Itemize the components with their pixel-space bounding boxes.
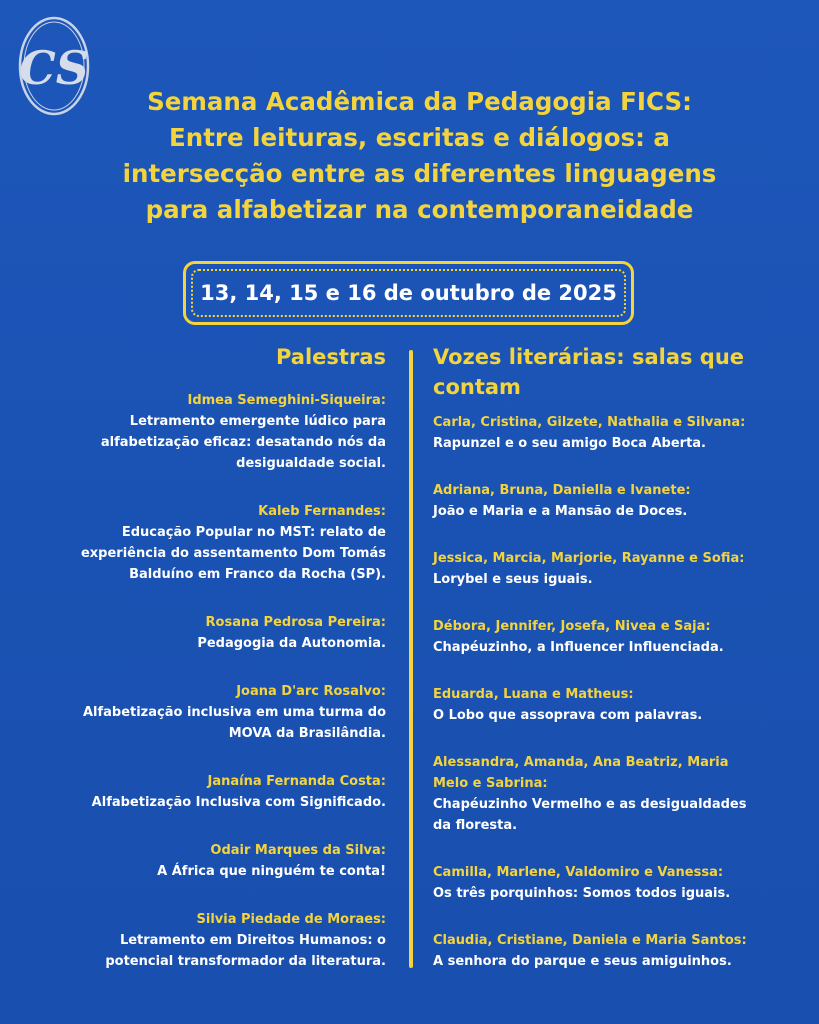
- talk-title-line: Educação Popular no MST: relato de: [121, 525, 386, 540]
- column-divider: [409, 350, 413, 968]
- talk-title-line: Alfabetização Inclusiva com Significado.: [91, 795, 386, 810]
- title-line: Entre leituras, escritas e diálogos: a: [169, 123, 670, 152]
- title-line: para alfabetizar na contemporaneidade: [145, 195, 694, 224]
- room-story: A senhora do parque e seus amiguinhos.: [433, 954, 732, 969]
- talk-speaker: Odair Marques da Silva:: [210, 843, 386, 858]
- talk-title-line: potencial transformador da literatura.: [105, 954, 386, 969]
- talk-speaker: Rosana Pedrosa Pereira:: [205, 615, 386, 630]
- talk-item: [40, 501, 386, 585]
- page-title: [60, 84, 779, 228]
- talk-title-line: alfabetização eficaz: desatando nós da: [100, 435, 386, 450]
- room-story: Chapéuzinho, a Influencer Influenciada.: [433, 640, 724, 655]
- talk-title-line: desigualdade social.: [236, 456, 386, 471]
- room-story: Lorybel e seus iguais.: [433, 572, 593, 587]
- room-names: Carla, Cristina, Gilzete, Nathalia e Silvana:: [433, 415, 746, 430]
- vozes-heading-line: Vozes literárias: salas que: [433, 345, 745, 369]
- room-names: Débora, Jennifer, Josefa, Nivea e Saja:: [433, 619, 711, 634]
- room-names: Adriana, Bruna, Daniella e Ivanete:: [433, 483, 691, 498]
- room-names: Alessandra, Amanda, Ana Beatriz, Maria: [433, 755, 729, 770]
- room-item: [433, 752, 793, 836]
- vozes-heading-line: contam: [433, 375, 521, 399]
- talk-item: [40, 909, 386, 972]
- talk-title-line: Balduíno em Franco da Rocha (SP).: [129, 567, 386, 582]
- talk-speaker: Joana D'arc Rosalvo:: [236, 684, 386, 699]
- room-names: Jessica, Marcia, Marjorie, Rayanne e Sofia:: [433, 551, 745, 566]
- room-story: da floresta.: [433, 818, 518, 833]
- room-item: [433, 548, 793, 590]
- talk-title-line: Letramento em Direitos Humanos: o: [119, 933, 386, 948]
- room-story: Chapéuzinho Vermelho e as desigualdades: [433, 797, 747, 812]
- room-names: Melo e Sabrina:: [433, 776, 548, 791]
- title-line: intersecção entre as diferentes linguagens: [122, 159, 717, 188]
- vozes-heading: [433, 342, 793, 402]
- room-names: Claudia, Cristiane, Daniela e Maria Santos:: [433, 933, 747, 948]
- room-names: Camilla, Marlene, Valdomiro e Vanessa:: [433, 865, 724, 880]
- room-item: [433, 412, 793, 454]
- talk-item: [40, 612, 386, 654]
- title-line: Semana Acadêmica da Pedagogia FICS:: [147, 87, 692, 116]
- date-box: [183, 261, 634, 325]
- room-item: [433, 616, 793, 658]
- room-item: [433, 862, 793, 904]
- talk-item: [40, 681, 386, 744]
- talk-item: [40, 840, 386, 882]
- talk-title-line: Letramento emergente lúdico para: [129, 414, 386, 429]
- talk-item: [40, 771, 386, 813]
- room-item: [433, 684, 793, 726]
- talk-title-line: A África que ninguém te conta!: [157, 864, 386, 879]
- talk-title-line: Pedagogia da Autonomia.: [197, 636, 386, 651]
- room-story: Rapunzel e o seu amigo Boca Aberta.: [433, 436, 706, 451]
- talk-speaker: Idmea Semeghini-Siqueira:: [187, 393, 386, 408]
- talk-speaker: Kaleb Fernandes:: [258, 504, 386, 519]
- room-item: [433, 930, 793, 972]
- logo-text: CS: [19, 41, 89, 95]
- talk-speaker: Silvia Piedade de Moraes:: [196, 912, 386, 927]
- room-story: O Lobo que assoprava com palavras.: [433, 708, 703, 723]
- event-date: 13, 14, 15 e 16 de outubro de 2025: [191, 269, 626, 317]
- vozes-column: [433, 342, 793, 998]
- room-names: Eduarda, Luana e Matheus:: [433, 687, 634, 702]
- palestras-heading: Palestras: [275, 345, 386, 369]
- room-story: Os três porquinhos: Somos todos iguais.: [433, 886, 731, 901]
- talk-title-line: experiência do assentamento Dom Tomás: [80, 546, 386, 561]
- palestras-column: [40, 342, 386, 999]
- room-item: [433, 480, 793, 522]
- talk-title-line: Alfabetização inclusiva em uma turma do: [82, 705, 386, 720]
- talk-title-line: MOVA da Brasilândia.: [228, 726, 386, 741]
- talk-item: [40, 390, 386, 474]
- room-story: João e Maria e a Mansão de Doces.: [433, 504, 688, 519]
- talk-speaker: Janaína Fernanda Costa:: [207, 774, 386, 789]
